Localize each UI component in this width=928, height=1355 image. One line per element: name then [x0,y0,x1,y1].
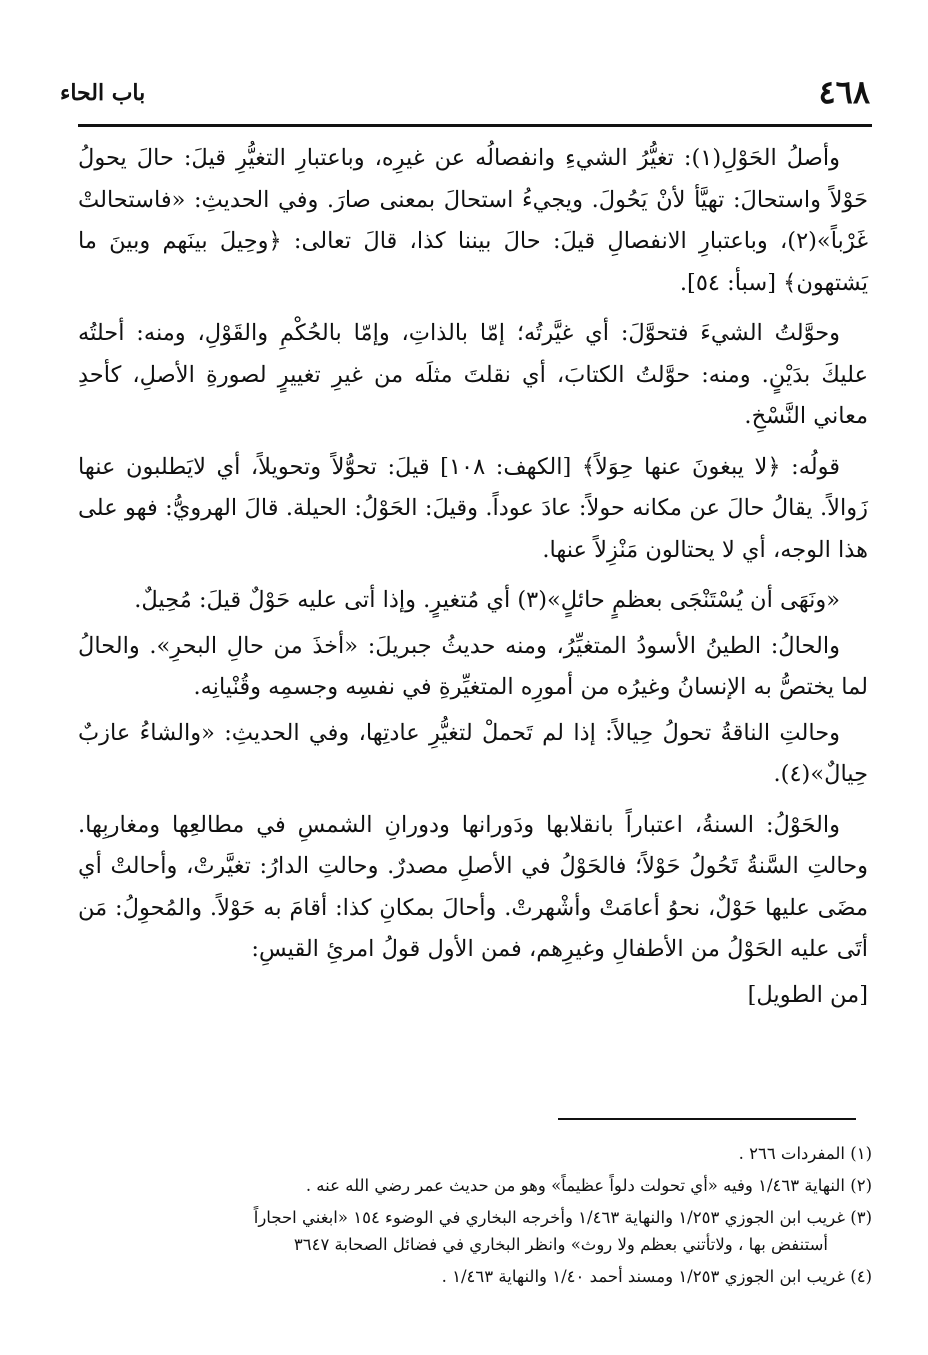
footnote-2: (٢) النهاية ١/٤٦٣ وفيه «أي تحولت دلواً عظيماً» وهو من حديث عمر رضي الله عنه . [305,1176,872,1195]
paragraph-1: وأصلُ الحَوْلِ(١): تغيُّرُ الشيءِ وانفصالُه عن غيرِه، وباعتبارِ التغيُّرِ قيلَ: حالَ يحولُ حَوْلاً واستحالَ: تهيَّأ لأنْ يَحُولَ. ويجيءُ استحالَ بمعنى صارَ. وفي الحديثِ: «فاستحالتْ غَرْباً»(٢)، وباعتبارِ الانفصالِ قيلَ: حالَ بيننا كذا، قالَ تعالى: ﴿وحِيلَ بينَهم وبينَ ما يَشتهون﴾ [سبأ: ٥٤]. [78,145,868,296]
meter-label: [من الطويل] [747,981,868,1008]
footnote-4: (٤) غريب ابن الجوزي ١/٢٥٣ ومسند أحمد ١/٤٠ والنهاية ١/٤٦٣ . [441,1267,872,1286]
footnote-3-line-1: (٣) غريب ابن الجوزي ١/٢٥٣ والنهاية ١/٤٦٣ وأخرجه البخاري في الوضوء ١٥٤ «ابغني احجاراً [253,1208,872,1227]
footnotes [150,1140,872,1295]
paragraph-2: وحوَّلتُ الشيءَ فتحوَّلَ: أي غيَّرتُه؛ إمّا بالذاتِ، وإمّا بالحُكْمِ والقَوْلِ، ومنه: أحلتُه عليكَ بدَيْنٍ. ومنه: حوَّلتُ الكتابَ، أي نقلتَ مثلَه من غيرِ تغييرٍ لصورةِ الأصلِ، كأحدِ معاني النَّسْخِ. [78,320,868,429]
paragraph-7: والحَوْلُ: السنةُ، اعتباراً بانقلابها ودَورانها ودورانِ الشمسِ في مطالعِها ومغاربِها. وحالتِ السَّنةُ تَحُولُ حَوْلاً؛ فالحَوْلُ في الأصلِ مصدرٌ. وحالتِ الدارُ: تغيَّرتْ، وأحالتْ أي مضَى عليها حَوْلٌ، نحوُ أعامَتْ وأشْهرتْ. وأحالَ بمكانِ كذا: أقامَ به حَوْلاً. والمُحوِلُ: مَن أتَى عليه الحَوْلُ من الأطفالِ وغيرِهم، فمن الأول قولُ امرئِ القيسِ: [78,811,868,962]
paragraph-3: قولُه: ﴿لا يبغونَ عنها حِوَلاً﴾ [الكهف: ١٠٨] قيلَ: تحوُّلاً وتحويلاً، أي لايَطلبون عنها زَوالاً. يقالُ حالَ عن مكانه حولاً: عادَ عوداً. وقيلَ: الحَوْلُ: الحيلة. قالَ الهرويُّ: فهو على هذا الوجه، أي لا يحتالون مَنْزِلاً عنها. [78,453,868,563]
chapter-title: باب الحاء [60,80,146,106]
footnote-rule [558,1118,856,1120]
paragraph-5: والحالُ: الطينُ الأسودُ المتغيِّرُ، ومنه حديثُ جبريلَ: «أخذَ من حالِ البحرِ». والحالُ لما يختصُّ به الإنسانُ وغيرُه من أمورِه المتغيِّرةِ في نفسِه وجسمِه وقُنْيانِه. [78,632,868,700]
paragraph-4: «ونَهَى أن يُسْتَنْجَى بعظمٍ حائلٍ»(٣) أي مُتغيرٍ. وإذا أتى عليه حَوْلٌ قيلَ: مُحِيلٌ. [134,587,840,613]
footnote-1: (١) المفردات ٢٦٦ . [738,1144,872,1163]
footnote-3 [150,1204,872,1258]
main-text [78,138,868,1025]
header-rule [78,124,872,127]
page-header [60,72,870,120]
footnote-3-line-2: أستنفض بها ، ولاتأتني بعظم ولا روث» وانظر البخاري في فضائل الصحابة ٣٦٤٧ [293,1235,828,1254]
paragraph-6: وحالتِ الناقةُ تحولُ حِيالاً: إذا لم تَحملْ لتغيُّرِ عادتِها، وفي الحديثِ: «والشاءُ عازبٌ حِيالٌ»(٤). [78,719,868,787]
page-number: ٤٦٨ [818,73,870,111]
